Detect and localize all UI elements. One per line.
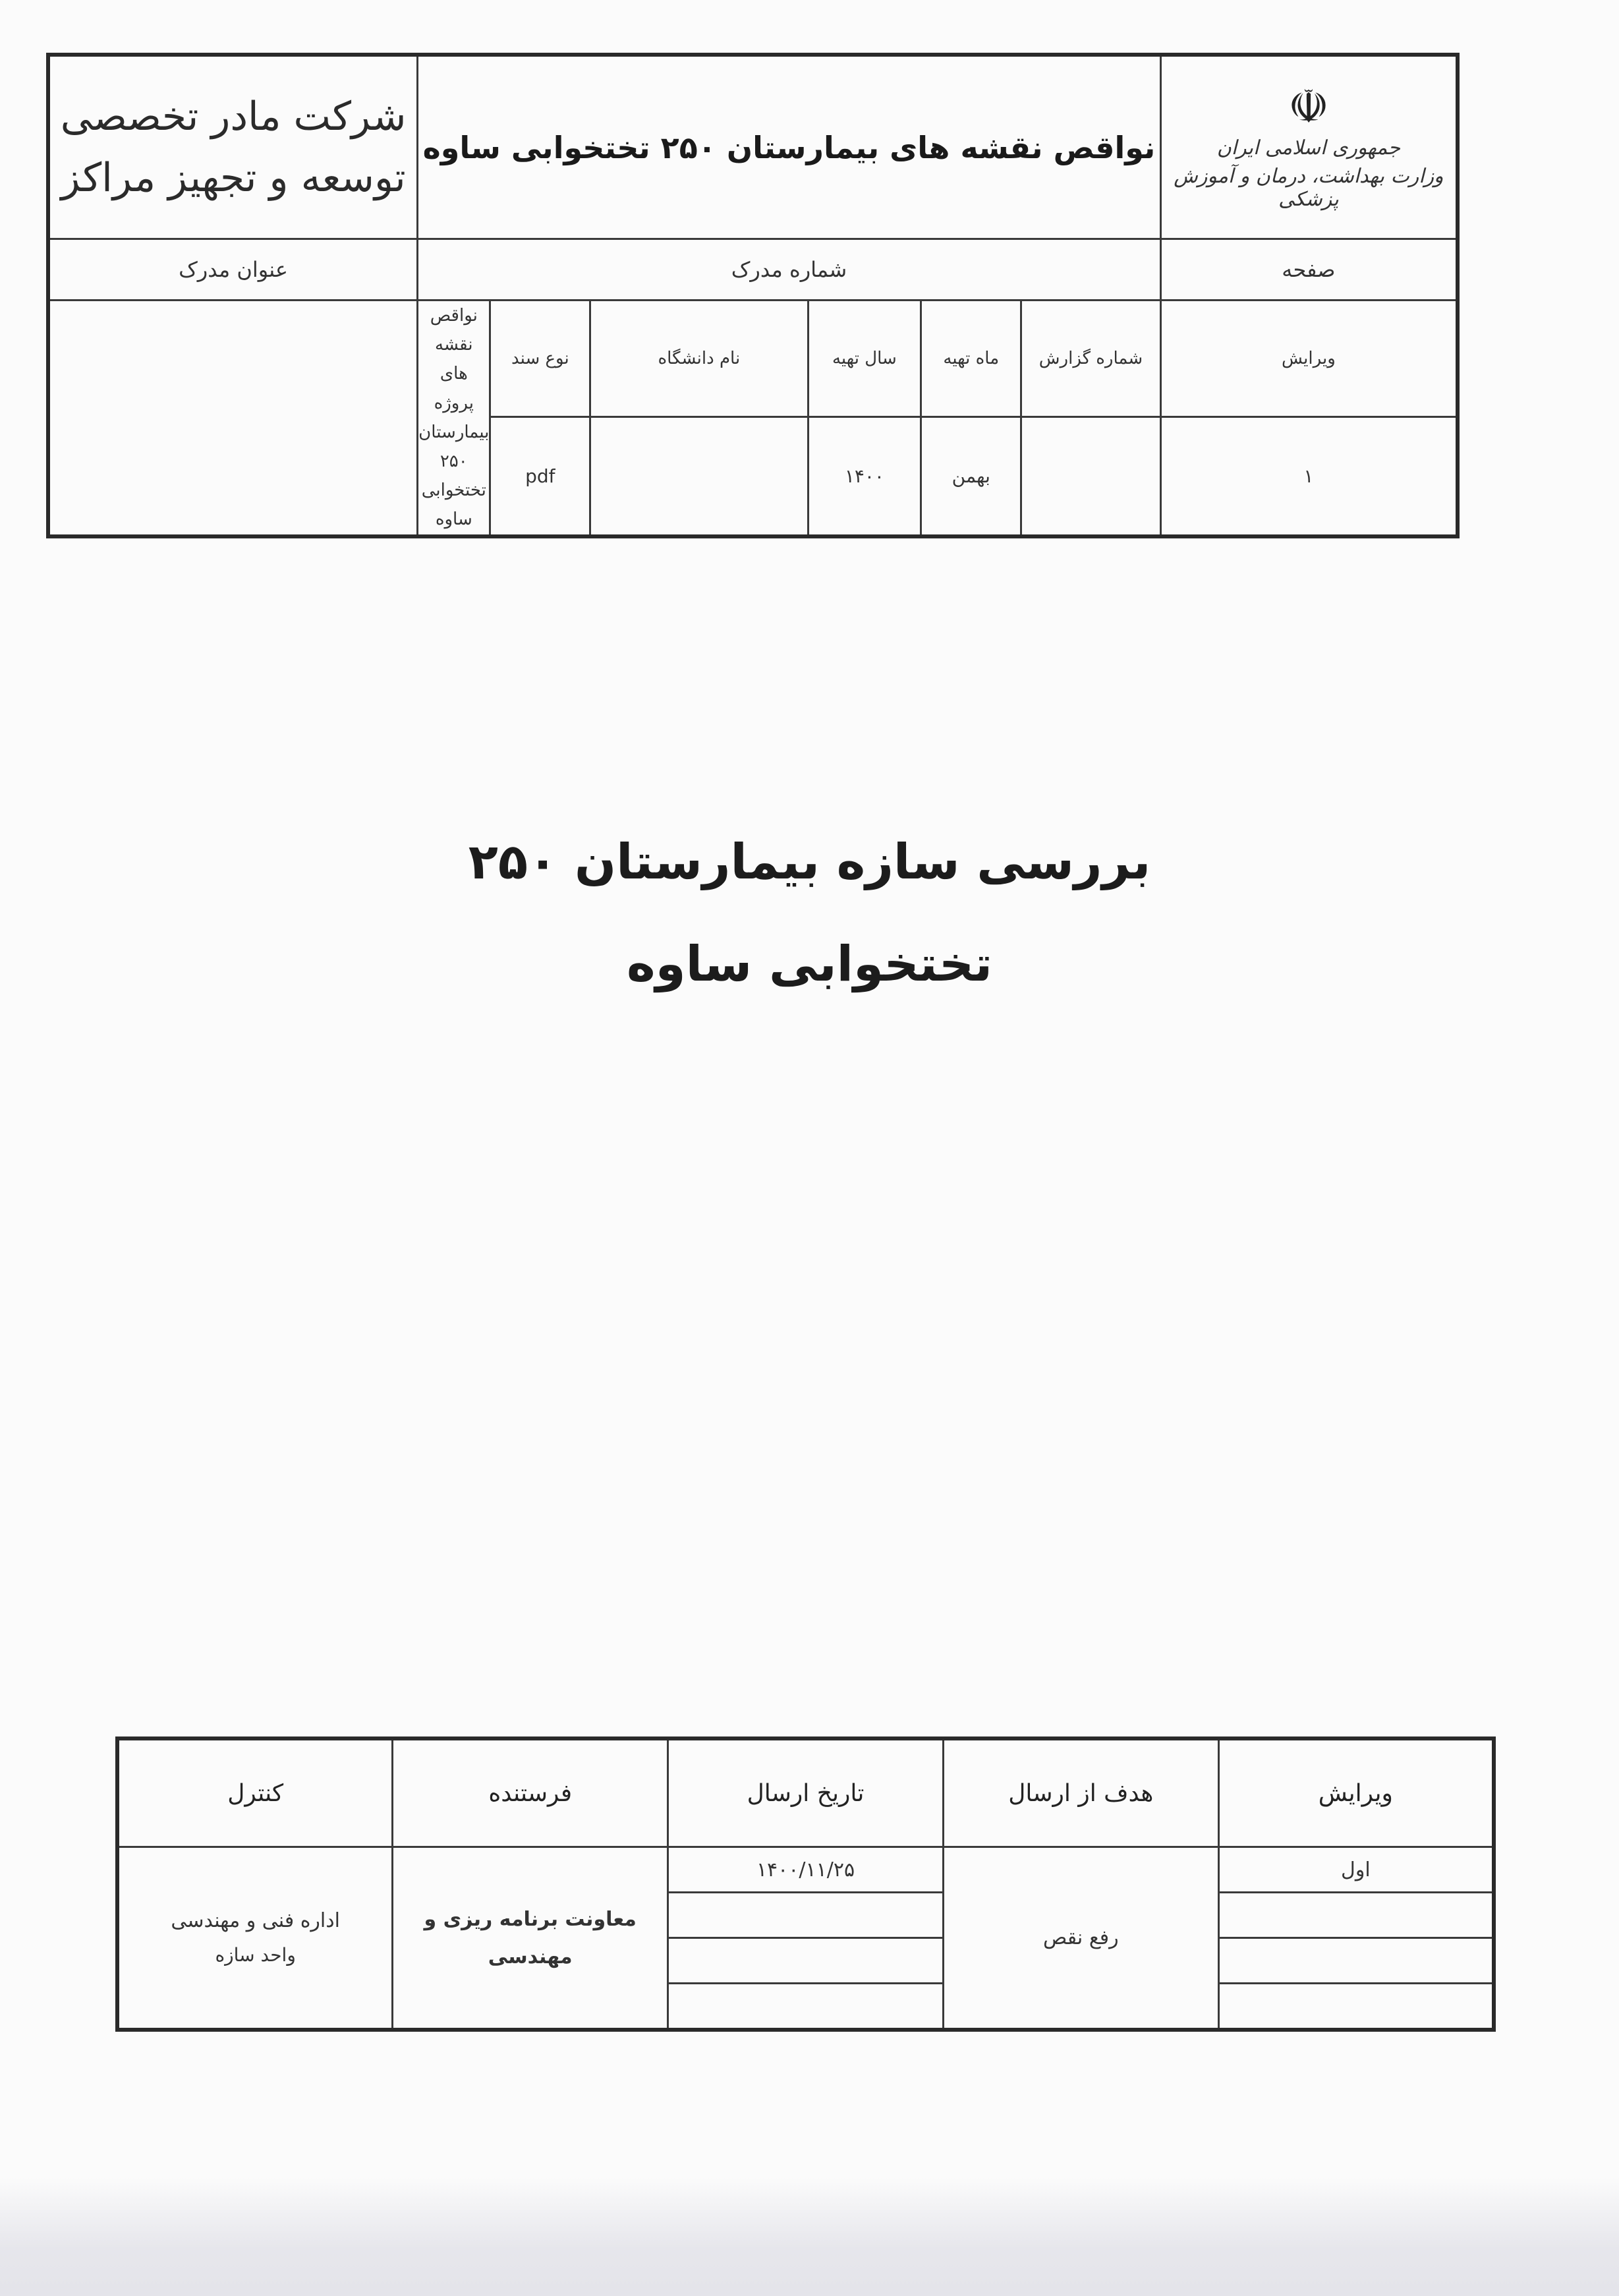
main-title-line2: تختخوابی ساوه [626, 936, 993, 992]
footer-date-blank-row [668, 1893, 944, 1938]
page-bottom-shade [0, 2177, 1619, 2296]
footer-sender-value [393, 1847, 668, 2030]
footer-send-date-header: تاریخ ارسال [668, 1738, 944, 1847]
doc-title-value [418, 301, 490, 536]
company-line2: توسعه و تجهیز مراکز [61, 154, 406, 201]
university-header: نام دانشگاه [590, 301, 808, 417]
company-line1: شرکت مادر تخصصی [60, 93, 407, 140]
edition-header: ویرایش [1160, 301, 1458, 417]
iran-emblem-icon: ☫ [1288, 80, 1330, 134]
edition-value: ۱ [1160, 417, 1458, 536]
document-header-table [46, 53, 1460, 538]
footer-control-line1: اداره فنی و مهندسی [171, 1909, 340, 1933]
footer-control-line2: واحد سازه [215, 1944, 296, 1966]
university-value [590, 417, 808, 536]
report-number-value [1021, 417, 1161, 536]
company-name [48, 55, 418, 239]
footer-sender-header: فرستنده [393, 1738, 668, 1847]
footer-date-blank-row [668, 1938, 944, 1984]
doc-type-value: pdf [490, 417, 590, 536]
footer-purpose-header: هدف از ارسال [943, 1738, 1218, 1847]
page-label: صفحه [1160, 239, 1458, 301]
logo-text-line2: وزارت بهداشت، درمان و آموزش پزشکی [1174, 165, 1444, 211]
footer-edition-value: اول [1218, 1847, 1494, 1893]
footer-sender-line2: مهندسی [488, 1945, 573, 1968]
logo-text-line1: جمهوری اسلامی ایران [1216, 136, 1401, 159]
prep-year-header: سال تهیه [808, 301, 921, 417]
footer-send-date-value: ۱۴۰۰/۱۱/۲۵ [668, 1847, 944, 1893]
footer-edition-blank-row [1218, 1893, 1494, 1938]
footer-edition-blank-row [1218, 1938, 1494, 1984]
prep-month-value: بهمن [921, 417, 1021, 536]
report-number-header: شماره گزارش [1021, 301, 1161, 417]
footer-date-blank-row [668, 1984, 944, 2030]
main-title-line1: بررسی سازه بیمارستان ۲۵۰ [468, 834, 1151, 890]
footer-edition-header: ویرایش [1218, 1738, 1494, 1847]
transmittal-table [115, 1736, 1496, 2032]
footer-purpose-value: رفع نقص [943, 1847, 1218, 2030]
logo-cell [1160, 55, 1458, 239]
footer-control-value [117, 1847, 393, 2030]
header-title: نواقص نقشه های بیمارستان ۲۵۰ تختخوابی ساوه [418, 55, 1161, 239]
footer-control-header: کنترل [117, 1738, 393, 1847]
doc-title-line2: ۲۵۰ تختخوابی ساوه [421, 451, 486, 530]
prep-year-value: ۱۴۰۰ [808, 417, 921, 536]
footer-sender-line1: معاونت برنامه ریزی و [424, 1907, 637, 1931]
footer-edition-blank-row [1218, 1984, 1494, 2030]
doc-number-label: شماره مدرک [418, 239, 1161, 301]
doc-title-line1: نواقص نقشه های پروژه بیمارستان [418, 306, 490, 442]
prep-month-header: ماه تهیه [921, 301, 1021, 417]
doc-title-label: عنوان مدرک [48, 239, 418, 301]
doc-type-header: نوع سند [490, 301, 590, 417]
